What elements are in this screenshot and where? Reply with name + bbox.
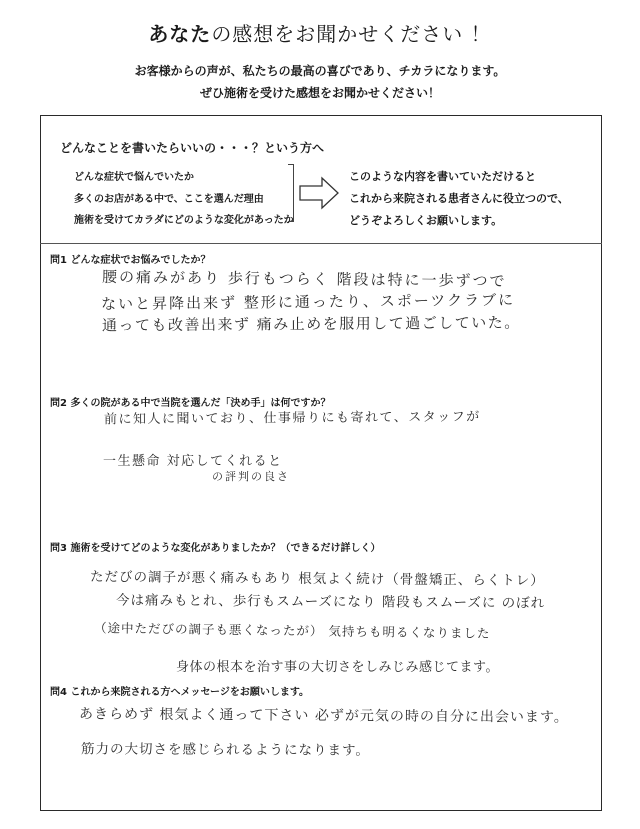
title-rest: の感想をお聞かせください ！ — [211, 22, 492, 46]
guide-bracket — [288, 164, 294, 222]
answer-3-line: 身体の根本を治す事の大切さをしみじみ感じてます。 — [176, 660, 499, 675]
answer-1-line: 通っても改善出来ず 痛み止めを服用して過ごしていた。 — [101, 313, 521, 335]
guide-message-line: どうぞよろしくお願いします。 — [349, 214, 503, 227]
answer-3-line: （途中ただびの調子も悪くなったが） 気持ちも明るくなりました — [93, 620, 491, 641]
question-4-label: 問4 これから来院される方へメッセージをお願いします。 — [50, 687, 310, 698]
question-2-label: 問2 多くの院がある中で当院を選んだ「決め手」は何ですか？ — [50, 398, 331, 409]
subtitle-line-1: お客様からの声が、私たちの最高の喜びであり、チカラになります。 — [134, 64, 506, 78]
title-emphasis: あなた — [148, 22, 212, 46]
guide-divider — [40, 243, 602, 244]
arrow-right-icon — [298, 175, 340, 211]
question-3-label: 問3 施術を受けてどのような変化がありましたか？（できるだけ詳しく） — [50, 543, 381, 554]
answer-4-line: あきらめず 根気よく通って下さい 必ずが元気の時の自分に出会います。 — [78, 706, 569, 726]
guide-message-line: このような内容を書いていただけると — [349, 170, 536, 183]
question-1-label: 問1 どんな症状でお悩みでしたか？ — [50, 255, 211, 266]
guide-message-line: これから来院される患者さんに役立つので、 — [349, 192, 569, 205]
guide-item: どんな症状で悩んでいたか — [74, 172, 194, 183]
answer-3-line: ただびの調子が悪く痛みもあり 根気よく続け（骨盤矯正、らくトレ） — [89, 569, 545, 589]
page-title — [0, 18, 640, 47]
answer-2-line: 前に知人に聞いており、仕事帰りにも寄れて、スタッフが — [103, 409, 481, 428]
answer-4-line: 筋力の大切さを感じられるようになります。 — [80, 741, 370, 759]
subtitle-line-2: ぜひ施術を受けた感想をお聞かせください！ — [199, 86, 440, 100]
answer-3-line: 今は痛みもとれ、歩行もスムーズになり 階段もスムーズに のぼれ — [115, 592, 546, 612]
guide-item: 多くのお店がある中で、ここを選んだ理由 — [74, 194, 264, 205]
answer-1-line: ないと昇降出来ず 整形に通ったり、スポーツクラブに — [100, 290, 516, 314]
answer-2-line: の評判の良さ — [212, 470, 290, 483]
answer-1-line: 腰の痛みがあり 歩行もつらく 階段は特に一歩ずつで — [101, 267, 507, 291]
answer-2-line: 一生懸命 対応してくれると — [103, 454, 283, 469]
guide-item: 施術を受けてカラダにどのような変化があったか — [74, 215, 294, 226]
guide-heading: どんなことを書いたらいいの・・・？という方へ — [60, 141, 325, 155]
